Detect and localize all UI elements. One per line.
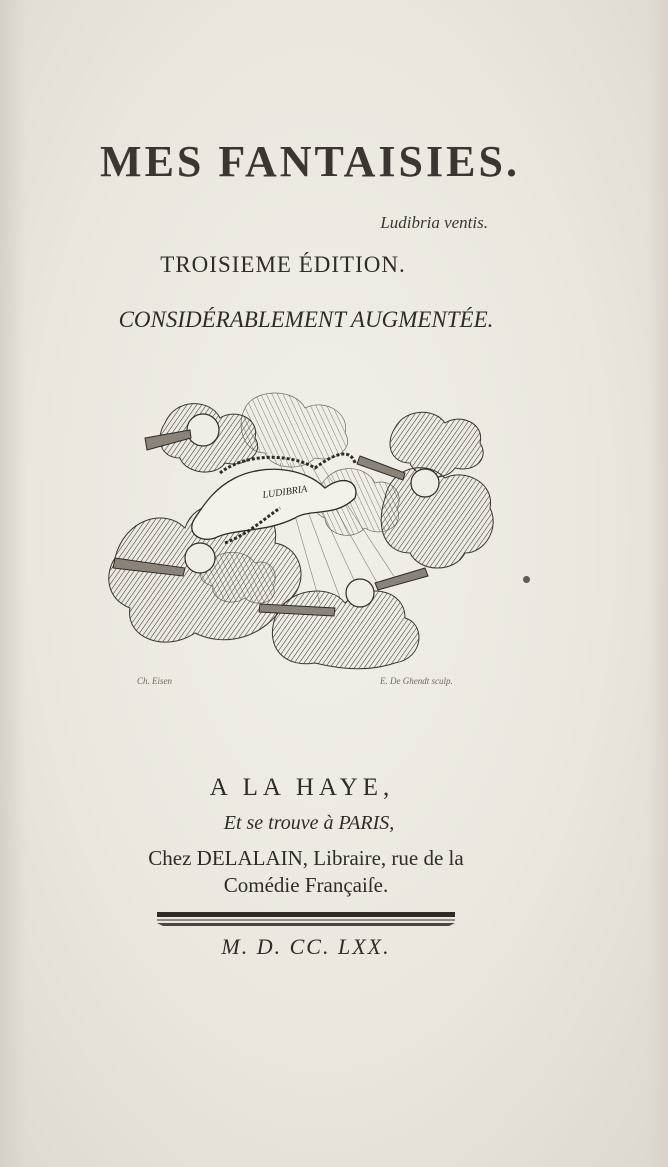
publisher-line-2: Comédie Françaiſe. <box>223 873 389 897</box>
engraving-credit-right: E. De Ghendt sculp. <box>380 676 453 686</box>
place-of-publication: A LA HAYE, <box>209 774 395 801</box>
book-title: MES FANTAISIES. <box>100 137 520 186</box>
engraving-credit-left: Ch. Eisen <box>137 676 172 686</box>
banner-text: LUDIBRIA <box>261 483 308 501</box>
publisher-line-1: Chez DELALAIN, Libraire, rue de la <box>148 846 464 870</box>
ink-spot <box>523 576 530 583</box>
publication-date: M. D. CC. LXX. <box>221 934 391 959</box>
engraved-vignette <box>105 368 500 678</box>
edition-line: TROISIEME ÉDITION. <box>160 252 406 277</box>
augmentation-line: CONSIDÉRABLEMENT AUGMENTÉE. <box>118 307 494 332</box>
ornamental-rule <box>157 910 455 926</box>
sold-at-line: Et se trouve à PARIS, <box>223 812 395 834</box>
motto: Ludibria ventis. <box>380 213 488 232</box>
